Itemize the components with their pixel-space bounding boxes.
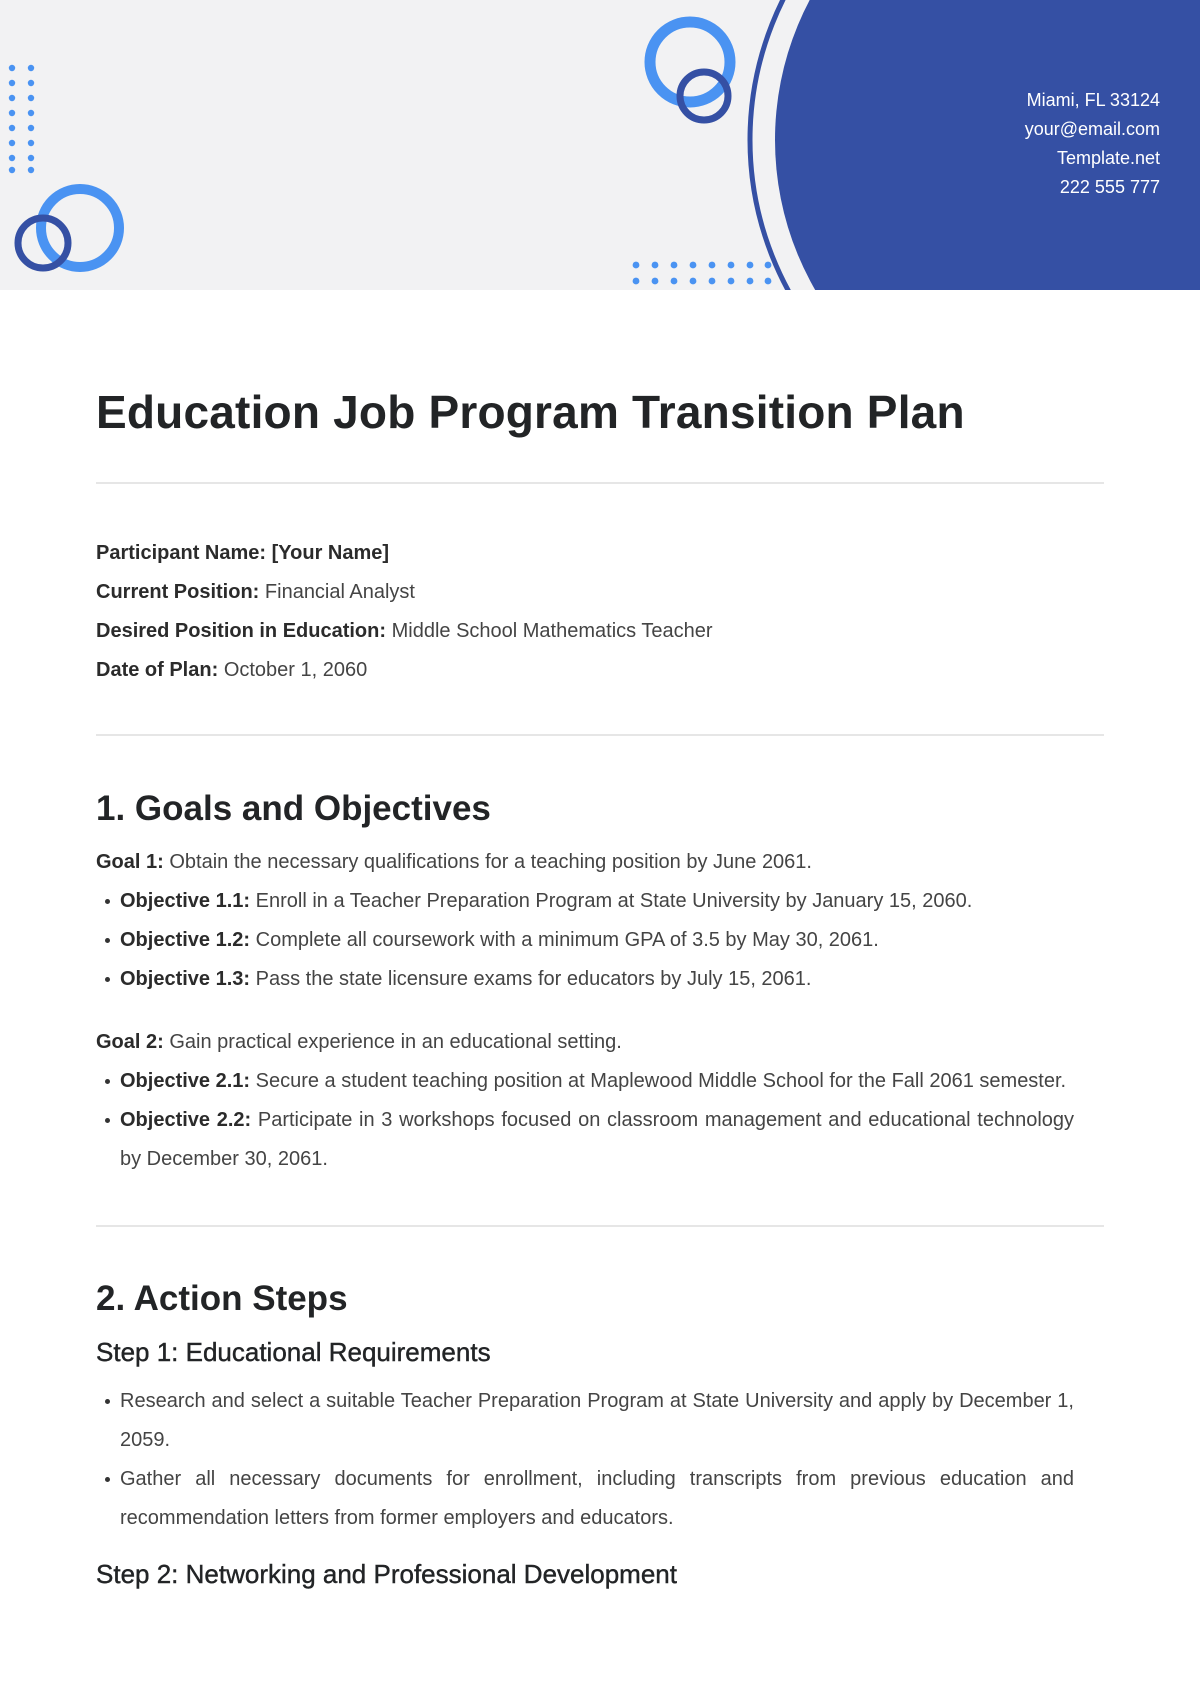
header-banner [0, 0, 1200, 290]
list-item: Objective 2.1: Secure a student teaching position at Maplewood Middle School for the Fall 2061 semester. [96, 1062, 1074, 1101]
step-1-list [96, 1382, 1074, 1538]
divider [96, 734, 1104, 736]
section-heading-goals: 1. Goals and Objectives [96, 789, 491, 829]
contact-email[interactable]: your@email.com [1024, 119, 1160, 139]
objectives-list-goal-1 [96, 882, 1074, 999]
ring-large-left [41, 189, 119, 267]
section-heading-actions: 2. Action Steps [96, 1279, 348, 1319]
contact-address: Miami, FL 33124 [1026, 90, 1160, 110]
participant-info [96, 534, 1104, 690]
divider [96, 482, 1104, 484]
goal-1: Goal 1: Obtain the necessary qualifications for a teaching position by June 2061. [96, 851, 812, 874]
ring-large-top [650, 22, 730, 102]
info-desired-position: Desired Position in Education: Middle School Mathematics Teacher [96, 620, 713, 643]
list-item: Objective 1.1: Enroll in a Teacher Preparation Program at State University by January 15, 2060. [96, 882, 1074, 921]
info-date-of-plan: Date of Plan: October 1, 2060 [96, 659, 368, 682]
document-body [96, 385, 1104, 1591]
info-participant-name: Participant Name: [Your Name] [96, 542, 390, 565]
info-current-position: Current Position: Financial Analyst [96, 581, 415, 604]
dot-grid-bottom [633, 262, 772, 285]
contact-website[interactable]: Template.net [1056, 148, 1160, 168]
list-item: Objective 2.2: Participate in 3 workshops focused on classroom management and educational technology by December 30, 2061. [96, 1101, 1074, 1179]
dot-grid-left [9, 65, 34, 173]
list-item: Objective 1.2: Complete all coursework with a minimum GPA of 3.5 by May 30, 2061. [96, 921, 1074, 960]
goal-2: Goal 2: Gain practical experience in an educational setting. [96, 1031, 622, 1054]
list-item: Objective 1.3: Pass the state licensure exams for educators by July 15, 2061. [96, 960, 1074, 999]
list-item: Gather all necessary documents for enrollment, including transcripts from previous education and recommendation letters from former employers and educators. [96, 1460, 1074, 1538]
divider [96, 1225, 1104, 1227]
step-2-title: Step 2: Networking and Professional Development [96, 1559, 677, 1590]
header-decoration [0, 0, 1200, 290]
contact-block [1025, 86, 1160, 202]
objectives-list-goal-2 [96, 1062, 1074, 1179]
page-title: Education Job Program Transition Plan [96, 386, 965, 438]
list-item: Research and select a suitable Teacher Preparation Program at State University and apply by December 1, 2059. [96, 1382, 1074, 1460]
contact-phone: 222 555 777 [1059, 177, 1160, 197]
step-1-title: Step 1: Educational Requirements [96, 1337, 491, 1368]
